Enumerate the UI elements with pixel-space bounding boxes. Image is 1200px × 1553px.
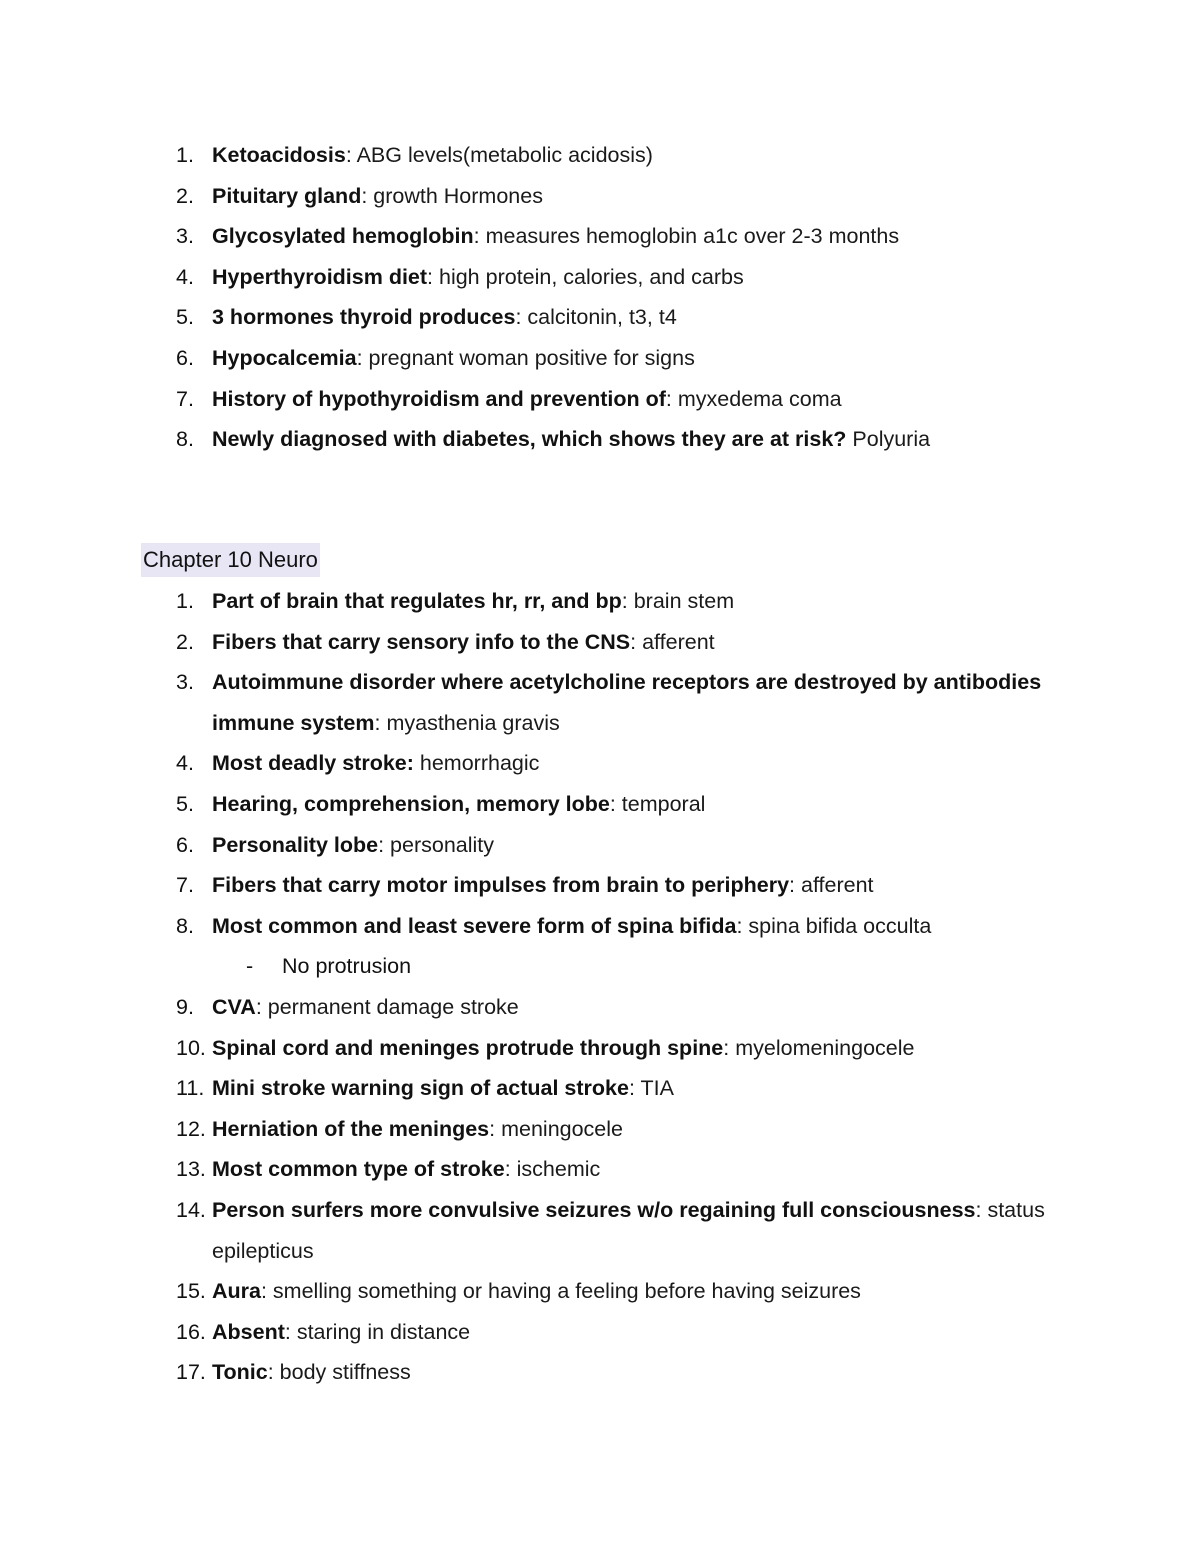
item-term: Pituitary gland xyxy=(212,183,362,208)
item-number: 6. xyxy=(176,345,194,370)
chapter-heading: Chapter 10 Neuro xyxy=(141,543,320,577)
item-definition: Polyuria xyxy=(846,427,931,452)
item-definition: : staring in distance xyxy=(284,1319,471,1344)
item-number: 5. xyxy=(176,791,194,816)
item-term: Personality lobe xyxy=(212,832,379,857)
sub-list-item xyxy=(0,946,1200,987)
item-number: 1. xyxy=(176,143,194,167)
list-item xyxy=(0,1271,1200,1312)
item-number: 12. xyxy=(176,1116,206,1141)
item-definition: : myxedema coma xyxy=(665,386,842,411)
list-item xyxy=(0,825,1200,866)
item-term: Glycosylated hemoglobin xyxy=(212,224,474,249)
item-definition: : calcitonin, t3, t4 xyxy=(515,305,677,330)
item-definition: : temporal xyxy=(609,791,706,816)
item-number: 10. xyxy=(176,1035,206,1060)
item-number: 2. xyxy=(176,629,194,654)
item-definition: : permanent damage stroke xyxy=(255,994,519,1019)
item-term: Herniation of the meninges xyxy=(212,1116,490,1141)
item-definition: : ischemic xyxy=(504,1157,601,1182)
item-term: Autoimmune disorder where acetylcholine receptors are destroyed by antibodies immune system xyxy=(212,670,1042,735)
list-item xyxy=(0,1068,1200,1109)
item-number: 11. xyxy=(176,1076,205,1101)
list-item xyxy=(0,297,1060,338)
item-definition: : ABG levels(metabolic acidosis) xyxy=(345,143,653,167)
list-item xyxy=(0,1312,1200,1353)
item-definition: : measures hemoglobin a1c over 2-3 months xyxy=(473,224,900,249)
list-item xyxy=(0,338,1060,379)
item-number: 17. xyxy=(176,1360,206,1385)
endocrine-list xyxy=(0,135,1060,460)
list-item xyxy=(0,135,1060,176)
item-definition: : growth Hormones xyxy=(361,183,543,208)
list-item xyxy=(0,622,1200,663)
list-item xyxy=(0,743,1200,784)
list-item xyxy=(0,1352,1200,1393)
item-term: Newly diagnosed with diabetes, which shows they are at risk? xyxy=(212,427,847,452)
item-term: Most deadly stroke: xyxy=(212,751,414,776)
list-item xyxy=(0,906,1200,947)
item-term: Fibers that carry motor impulses from brain to periphery xyxy=(212,873,790,898)
item-number: 9. xyxy=(176,994,194,1019)
list-item xyxy=(0,1190,1200,1271)
list-item xyxy=(0,865,1200,906)
list-item xyxy=(0,1028,1200,1069)
item-definition: : status epilepticus xyxy=(212,1197,1045,1263)
item-definition: : brain stem xyxy=(621,589,735,613)
item-number: 15. xyxy=(176,1279,206,1304)
item-term: Part of brain that regulates hr, rr, and bp xyxy=(212,589,622,613)
list-item xyxy=(0,1109,1200,1150)
item-definition: : body stiffness xyxy=(267,1360,411,1385)
item-term: Ketoacidosis xyxy=(212,143,346,167)
item-term: CVA xyxy=(212,994,256,1019)
item-number: 16. xyxy=(176,1319,206,1344)
item-term: Hearing, comprehension, memory lobe xyxy=(212,791,610,816)
neuro-list xyxy=(0,581,1200,1393)
item-number: 6. xyxy=(176,832,194,857)
item-term: Aura xyxy=(212,1279,261,1304)
item-definition: : high protein, calories, and carbs xyxy=(427,264,744,289)
sub-item-text: No protrusion xyxy=(282,954,412,979)
item-number: 3. xyxy=(176,670,194,695)
item-term: Most common and least severe form of spina bifida xyxy=(212,913,737,938)
item-definition: : myelomeningocele xyxy=(723,1035,915,1060)
item-definition: : spina bifida occulta xyxy=(736,913,932,938)
item-number: 4. xyxy=(176,264,194,289)
item-term: Absent xyxy=(212,1319,285,1344)
list-item xyxy=(0,784,1200,825)
item-number: 5. xyxy=(176,305,194,330)
item-number: 8. xyxy=(176,427,194,452)
dash-bullet: - xyxy=(246,954,254,979)
item-definition: : pregnant woman positive for signs xyxy=(356,345,695,370)
item-number: 13. xyxy=(176,1157,206,1182)
list-item xyxy=(0,216,1060,257)
item-term: Spinal cord and meninges protrude through spine xyxy=(212,1035,724,1060)
item-number: 3. xyxy=(176,224,194,249)
item-term: 3 hormones thyroid produces xyxy=(212,305,516,330)
item-term: Mini stroke warning sign of actual stroke xyxy=(212,1076,629,1101)
item-term: History of hypothyroidism and prevention of xyxy=(212,386,666,411)
item-definition: : meningocele xyxy=(489,1116,624,1141)
list-item xyxy=(0,581,1200,622)
item-definition: : myasthenia gravis xyxy=(374,710,560,735)
item-definition: : afferent xyxy=(789,873,874,898)
list-item xyxy=(0,419,1060,460)
item-term: Hypocalcemia xyxy=(212,345,357,370)
item-number: 4. xyxy=(176,751,194,776)
list-item xyxy=(0,176,1060,217)
item-number: 14. xyxy=(176,1197,206,1222)
item-term: Hyperthyroidism diet xyxy=(212,264,428,289)
item-term: Person surfers more convulsive seizures w/o regaining full consciousness xyxy=(212,1197,976,1222)
item-term: Most common type of stroke xyxy=(212,1157,505,1182)
item-definition: : personality xyxy=(378,832,495,857)
list-item xyxy=(0,1149,1200,1190)
item-definition: : TIA xyxy=(628,1076,674,1101)
item-number: 2. xyxy=(176,183,194,208)
item-definition: hemorrhagic xyxy=(413,751,540,776)
item-number: 7. xyxy=(176,386,194,411)
list-item xyxy=(0,379,1060,420)
item-definition: : smelling something or having a feeling before having seizures xyxy=(260,1279,861,1304)
list-item xyxy=(0,662,1200,743)
list-item xyxy=(0,987,1200,1028)
item-number: 1. xyxy=(176,589,194,613)
item-number: 8. xyxy=(176,913,194,938)
list-item xyxy=(0,257,1060,298)
item-term: Tonic xyxy=(212,1360,268,1385)
item-number: 7. xyxy=(176,873,194,898)
item-definition: : afferent xyxy=(630,629,715,654)
item-term: Fibers that carry sensory info to the CNS xyxy=(212,629,631,654)
